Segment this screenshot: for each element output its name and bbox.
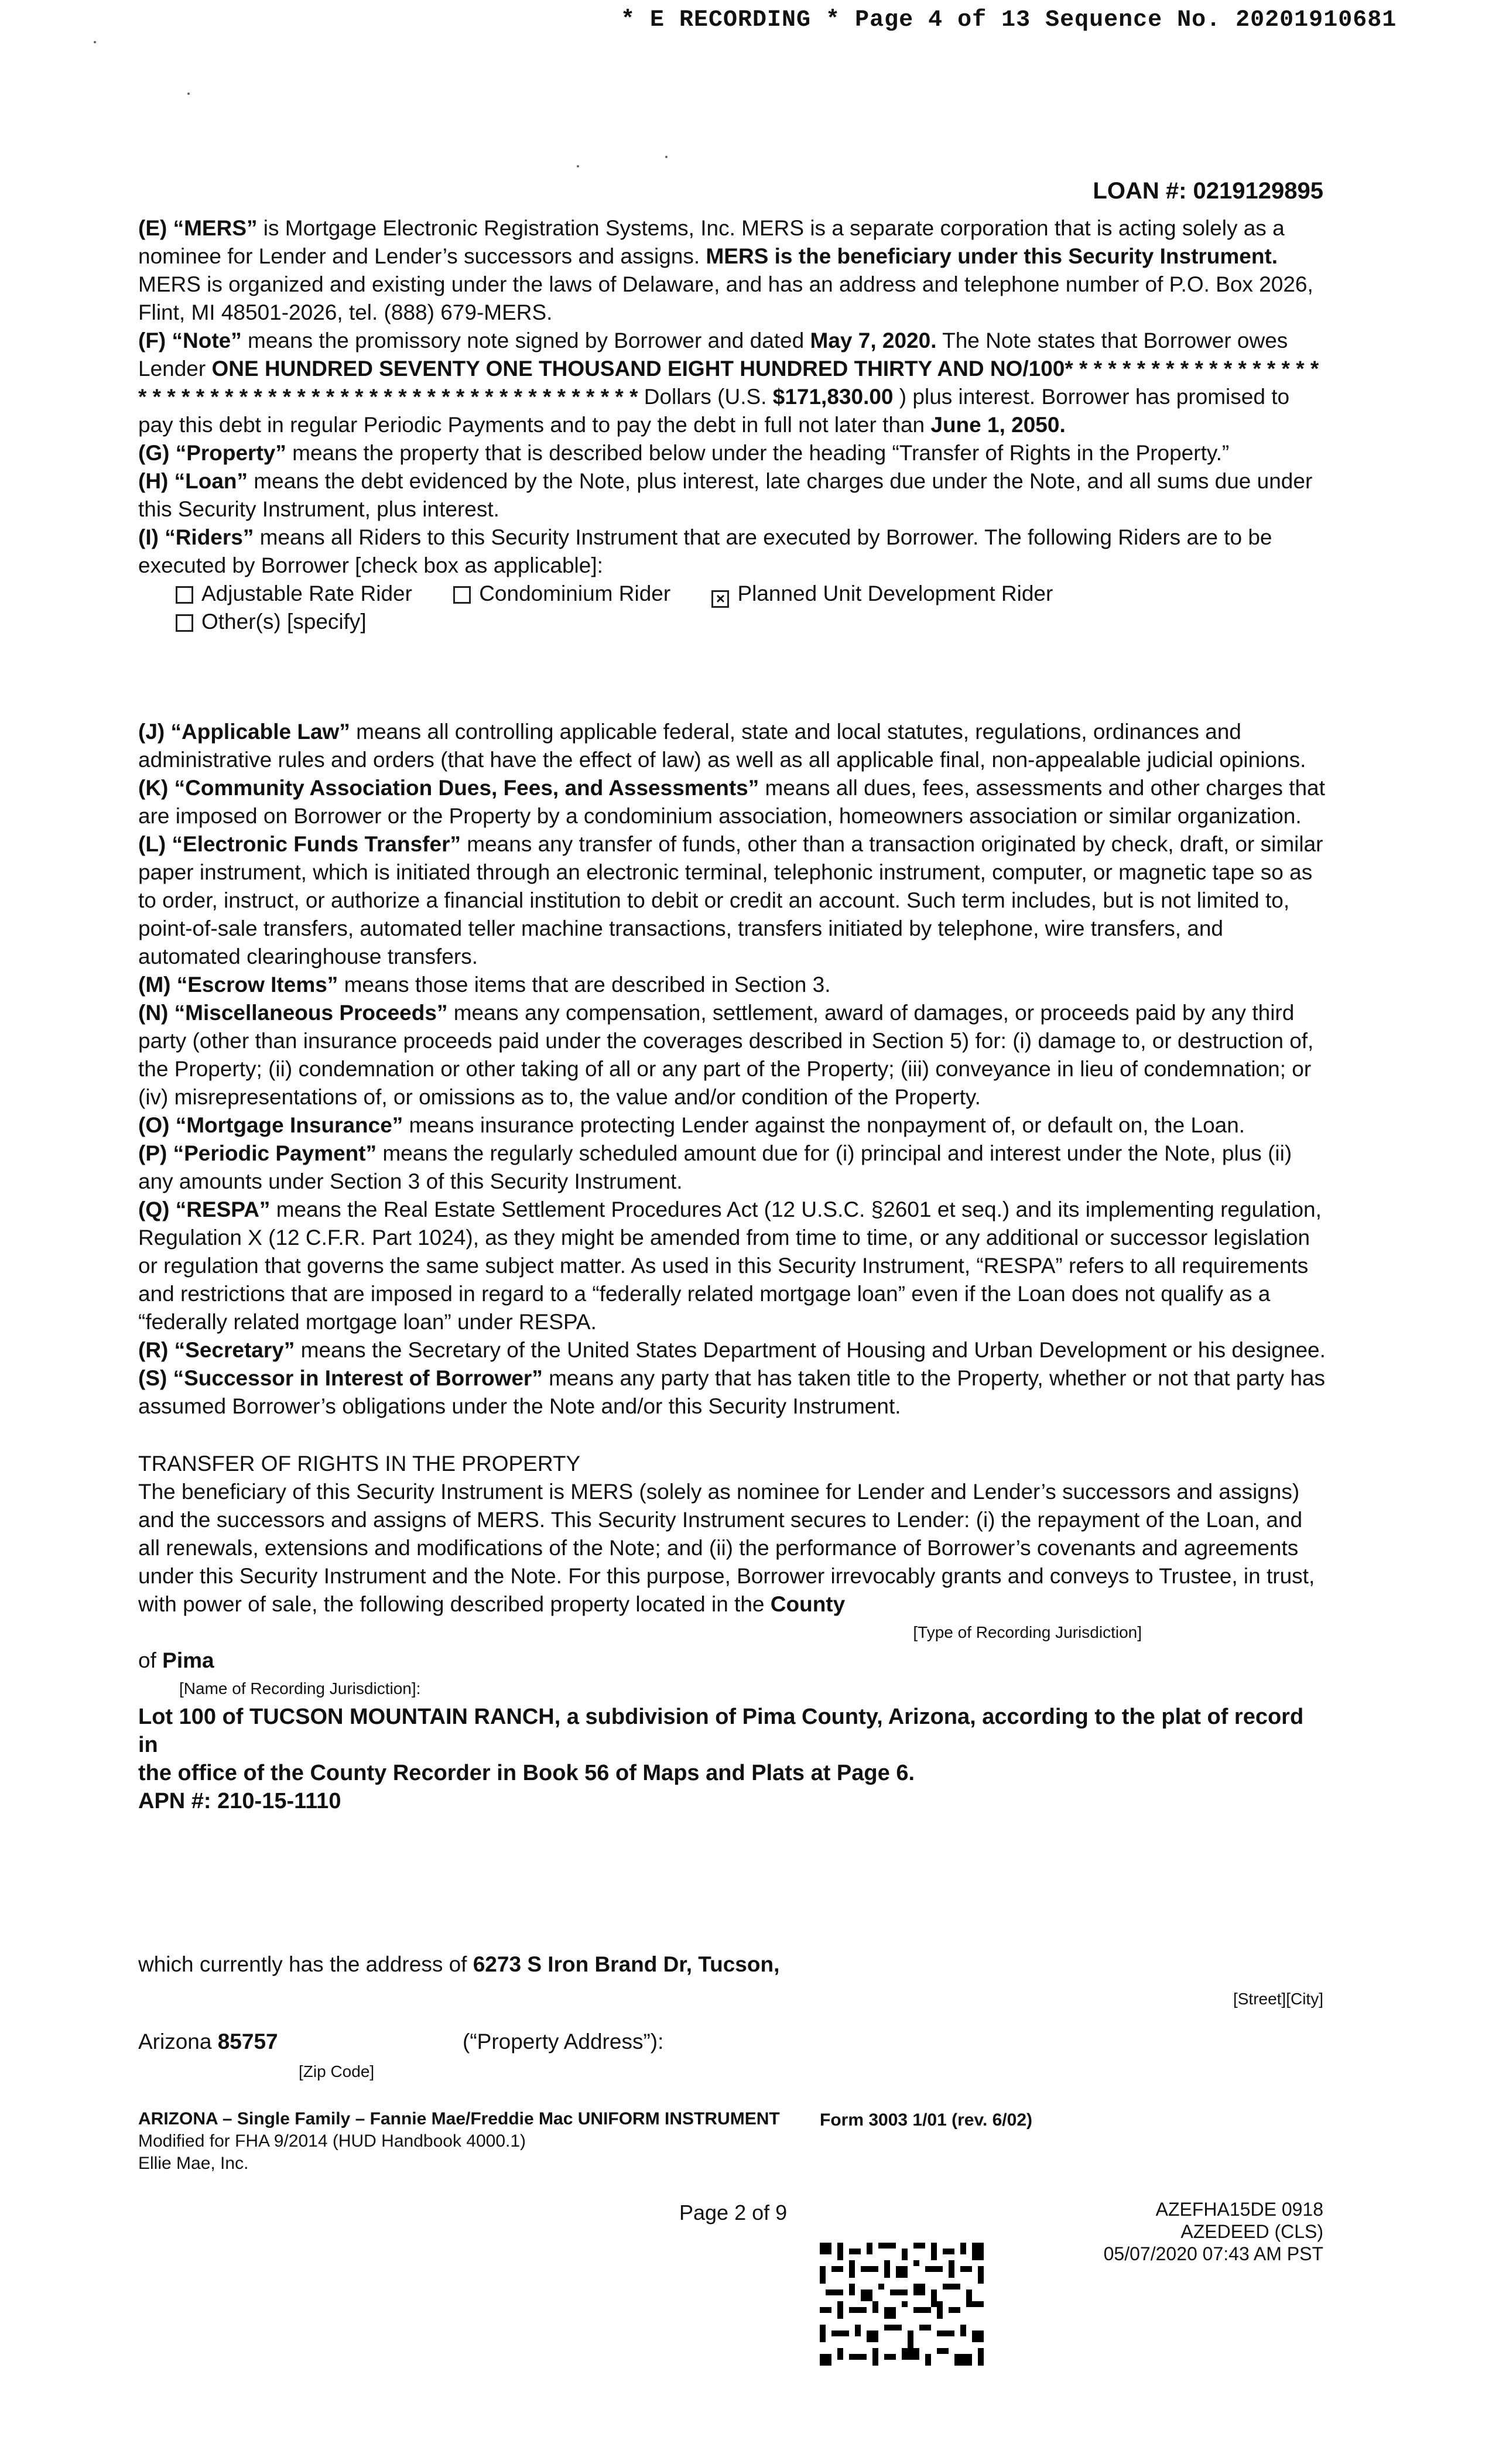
definition-g: (G) “Property” means the property that is described below under the heading “Transfer of Rights in the Property.”: [138, 441, 1230, 465]
form-footer: [138, 2108, 780, 2175]
form-codes: [1104, 2198, 1323, 2265]
rider-condominium[interactable]: Condominium Rider: [453, 580, 670, 608]
definition-f: (F) “Note” means the promissory note signed by Borrower and dated May 7, 2020. The Note states that Borrower owes Lender ONE HUNDRED SEVENTY ONE THOUSAND EIGHT HUNDRED THIRTY AND NO/100* * * * * * * * * * * * * * * * * * * * * * * * * * * * * * * * * * * * * * * * * * * * * * * * * * * * * Dollars (U.S. $171,830.00 ) plus interest. Borrower has promised to pay this debt in regular Periodic Payments and to pay the debt in full not later than June 1, 2050.: [138, 328, 1319, 437]
form-number: Form 3003 1/01 (rev. 6/02): [820, 2110, 1032, 2130]
definition-n: (N) “Miscellaneous Proceeds” means any compensation, settlement, award of damages, or proceeds paid by any third party (other than insurance proceeds paid under the coverages described in Section 5) for: (i) damage to, or destruction of, the Property; (ii) condemnation or other taking of all or any part of the Property; (iii) conveyance in lieu of condemnation; or (iv) misrepresentations of, or omissions as to, the value and/or condition of the Property.: [138, 1001, 1314, 1109]
barcode-icon: [820, 2243, 984, 2366]
apn-number: APN #: 210-15-1110: [138, 1789, 341, 1813]
recording-header: * E RECORDING * Page 4 of 13 Sequence No. 20201910681: [621, 7, 1397, 33]
definition-q: (Q) “RESPA” means the Real Estate Settlement Procedures Act (12 U.S.C. §2601 et seq.) and its implementing regulation, Regulation X (12 C.F.R. Part 1024), as they might be amended from time to time, or any additional or successor legislation or regulation that governs the same subject matter. As used in this Security Instrument, “RESPA” refers to all requirements and restrictions that are imposed in regard to a “federally related mortgage loan” even if the Loan does not qualify as a “federally related mortgage loan” under RESPA.: [138, 1197, 1322, 1334]
definition-p: (P) “Periodic Payment” means the regularly scheduled amount due for (i) principal and interest under the Note, plus (ii) any amounts under Section 3 of this Security Instrument.: [138, 1141, 1292, 1193]
legal-description-line2: the office of the County Recorder in Book 56 of Maps and Plats at Page 6.: [138, 1761, 915, 1785]
checkbox-empty-icon[interactable]: [453, 586, 471, 604]
definition-e: (E) “MERS” is Mortgage Electronic Registration Systems, Inc. MERS is a separate corporation that is acting solely as a nominee for Lender and Lender’s successors and assigns. MERS is the beneficiary under this Security Instrument. MERS is organized and existing under the laws of Delaware, and has an address and telephone number of P.O. Box 2026, Flint, MI 48501-2026, tel. (888) 679-MERS.: [138, 216, 1313, 324]
print-timestamp: 05/07/2020 07:43 AM PST: [1103, 2243, 1323, 2264]
address-line: which currently has the address of 6273 S Iron Brand Dr, Tucson,: [138, 1952, 780, 1976]
document-body: [138, 214, 1329, 1815]
scan-speck: [577, 165, 579, 167]
definition-l: (L) “Electronic Funds Transfer” means any transfer of funds, other than a transaction originated by check, draft, or similar paper instrument, which is initiated through an electronic terminal, telephonic instrument, computer, or magnetic tape so as to order, instruct, or authorize a financial institution to debit or credit an account. Such term includes, but is not limited to, point-of-sale transfers, automated teller machine transactions, transfers initiated by telephone, wire transfers, and automated clearinghouse transfers.: [138, 832, 1323, 969]
street-city-caption: [Street][City]: [1233, 1990, 1323, 2008]
scan-speck: [187, 93, 190, 95]
definition-r: (R) “Secretary” means the Secretary of the United States Department of Housing and Urban Development or his designee.: [138, 1338, 1326, 1362]
definition-m: (M) “Escrow Items” means those items that are described in Section 3.: [138, 973, 831, 997]
scan-speck: [665, 156, 668, 158]
checkbox-empty-icon[interactable]: [176, 614, 193, 632]
transfer-heading: TRANSFER OF RIGHTS IN THE PROPERTY: [138, 1452, 581, 1476]
checkbox-checked-icon[interactable]: ×: [711, 590, 729, 608]
page-number: Page 2 of 9: [679, 2201, 788, 2225]
definition-j: (J) “Applicable Law” means all controlling applicable federal, state and local statutes, regulations, ordinances and administrative rules and orders (that have the effect of law) as well as all applicable final, non-appealable judicial opinions.: [138, 720, 1306, 772]
rider-other[interactable]: Other(s) [specify]: [176, 608, 367, 636]
zip-caption: [Zip Code]: [299, 2062, 375, 2080]
jurisdiction-name: of Pima: [138, 1648, 214, 1672]
scan-speck: [94, 41, 96, 43]
rider-planned-unit-development[interactable]: × Planned Unit Development Rider: [711, 580, 1053, 608]
form-vendor: Ellie Mae, Inc.: [138, 2154, 249, 2173]
form-line: ARIZONA – Single Family – Fannie Mae/Freddie Mac UNIFORM INSTRUMENT: [138, 2109, 780, 2128]
riders-checkboxes: [176, 580, 1329, 636]
form-modified: Modified for FHA 9/2014 (HUD Handbook 4000.1): [138, 2131, 526, 2151]
loan-number: LOAN #: 0219129895: [1093, 178, 1323, 204]
definition-o: (O) “Mortgage Insurance” means insurance protecting Lender against the nonpayment of, or default on, the Loan.: [138, 1113, 1245, 1137]
jurisdiction-type-caption: [Type of Recording Jurisdiction]: [913, 1623, 1142, 1641]
checkbox-empty-icon[interactable]: [176, 586, 193, 604]
property-address-label: (“Property Address”):: [463, 2030, 664, 2054]
legal-description-line1: Lot 100 of TUCSON MOUNTAIN RANCH, a subdivision of Pima County, Arizona, according to the plat of record in: [138, 1705, 1304, 1757]
rider-adjustable-rate[interactable]: Adjustable Rate Rider: [176, 580, 412, 608]
jurisdiction-name-caption: [Name of Recording Jurisdiction]:: [179, 1679, 421, 1698]
definition-i: (I) “Riders” means all Riders to this Security Instrument that are executed by Borrower. The following Riders are to be executed by Borrower [check box as applicable]:: [138, 525, 1272, 577]
form-code: AZEFHA15DE 0918: [1155, 2199, 1323, 2220]
definition-k: (K) “Community Association Dues, Fees, and Assessments” means all dues, fees, assessments and other charges that are imposed on Borrower or the Property by a condominium association, homeowners association or similar organization.: [138, 776, 1325, 828]
definition-h: (H) “Loan” means the debt evidenced by the Note, plus interest, late charges due under the Note, and all sums due under this Security Instrument, plus interest.: [138, 469, 1313, 521]
deed-code: AZEDEED (CLS): [1180, 2221, 1323, 2242]
transfer-paragraph: The beneficiary of this Security Instrument is MERS (solely as nominee for Lender and Lender’s successors and assigns) and the successors and assigns of MERS. This Security Instrument secures to Lender: (i) the repayment of the Loan, and all renewals, extensions and modifications of the Note; and (ii) the performance of Borrower’s covenants and agreements under this Security Instrument and the Note. For this purpose, Borrower irrevocably grants and conveys to Trustee, in trust, with power of sale, the following described property located in the County: [138, 1480, 1315, 1616]
definition-s: (S) “Successor in Interest of Borrower” means any party that has taken title to the Property, whether or not that party has assumed Borrower’s obligations under the Note and/or this Security Instrument.: [138, 1366, 1325, 1418]
state-zip-line: Arizona 85757: [138, 2030, 278, 2054]
